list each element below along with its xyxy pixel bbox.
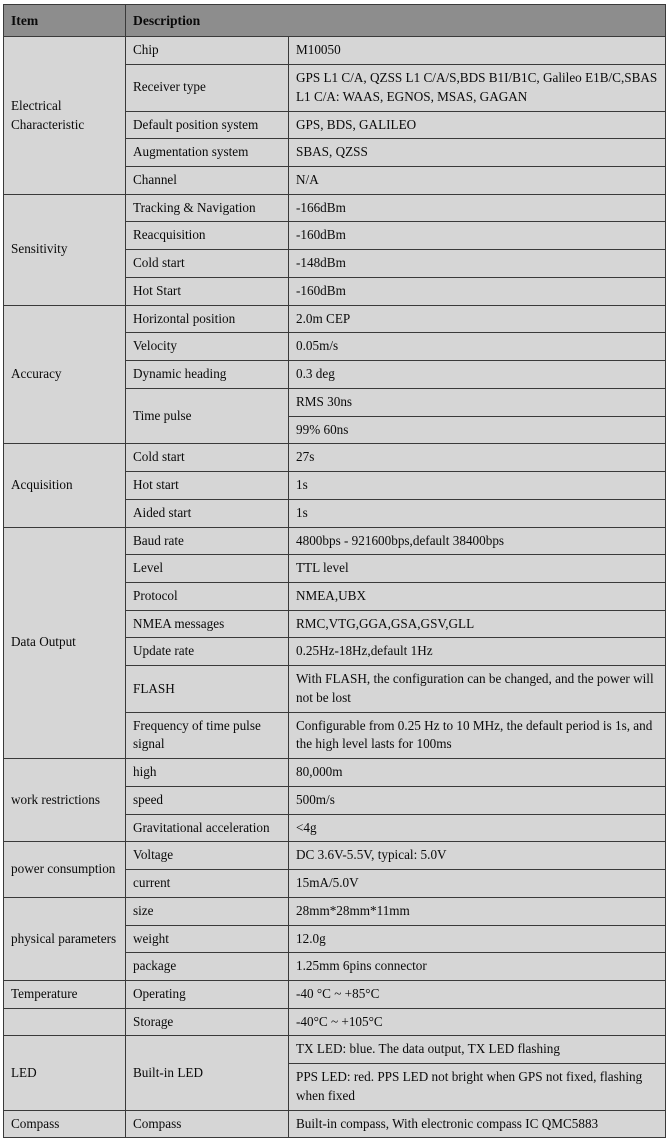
- sub-item-cell: Storage: [126, 1008, 289, 1036]
- description-cell: SBAS, QZSS: [289, 139, 666, 167]
- description-cell: -160dBm: [289, 222, 666, 250]
- sub-item-cell: Compass: [126, 1110, 289, 1138]
- item-cell: Sensitivity: [4, 194, 126, 305]
- sub-item-cell: FLASH: [126, 666, 289, 712]
- description-cell: TTL level: [289, 555, 666, 583]
- sub-item-cell: size: [126, 897, 289, 925]
- sub-item-cell: Velocity: [126, 333, 289, 361]
- description-cell: 1s: [289, 499, 666, 527]
- sub-item-cell: Frequency of time pulse signal: [126, 712, 289, 758]
- description-cell: DC 3.6V-5.5V, typical: 5.0V: [289, 842, 666, 870]
- sub-item-cell: Tracking & Navigation: [126, 194, 289, 222]
- sub-item-cell: Cold start: [126, 250, 289, 278]
- description-cell: With FLASH, the configuration can be changed, and the power will not be lost: [289, 666, 666, 712]
- item-cell: physical parameters: [4, 897, 126, 980]
- column-header-description: Description: [126, 5, 666, 37]
- description-cell: -166dBm: [289, 194, 666, 222]
- sub-item-cell: Baud rate: [126, 527, 289, 555]
- description-cell: 15mA/5.0V: [289, 870, 666, 898]
- description-cell: 0.05m/s: [289, 333, 666, 361]
- sub-item-cell: package: [126, 953, 289, 981]
- description-cell: 1s: [289, 472, 666, 500]
- description-cell: Built-in compass, With electronic compass IC QMC5883: [289, 1110, 666, 1138]
- item-cell: power consumption: [4, 842, 126, 897]
- item-cell: Data Output: [4, 527, 126, 759]
- sub-item-cell: Protocol: [126, 582, 289, 610]
- sub-item-cell: Level: [126, 555, 289, 583]
- table-row: [4, 194, 666, 222]
- description-cell: GPS L1 C/A, QZSS L1 C/A/S,BDS B1I/B1C, Galileo E1B/C,SBAS L1 C/A: WAAS, EGNOS, MSAS, GAGAN: [289, 65, 666, 111]
- sub-item-cell: Hot start: [126, 472, 289, 500]
- sub-item-cell: Update rate: [126, 638, 289, 666]
- sub-item-cell: current: [126, 870, 289, 898]
- item-cell: Accuracy: [4, 305, 126, 444]
- sub-item-cell: Hot Start: [126, 277, 289, 305]
- specification-table: [3, 4, 666, 1138]
- item-cell: LED: [4, 1036, 126, 1110]
- sub-item-cell: Operating: [126, 981, 289, 1009]
- table-header-row: [4, 5, 666, 37]
- description-cell: 12.0g: [289, 925, 666, 953]
- item-cell: Electrical Characteristic: [4, 37, 126, 194]
- sub-item-cell: Cold start: [126, 444, 289, 472]
- table-row: [4, 897, 666, 925]
- description-cell: N/A: [289, 166, 666, 194]
- table-body: [4, 37, 666, 1138]
- description-cell: 500m/s: [289, 786, 666, 814]
- description-cell: 28mm*28mm*11mm: [289, 897, 666, 925]
- sub-item-cell: Dynamic heading: [126, 361, 289, 389]
- table-row: [4, 1036, 666, 1064]
- sub-item-cell: speed: [126, 786, 289, 814]
- description-cell: Configurable from 0.25 Hz to 10 MHz, the default period is 1s, and the high level lasts for 100ms: [289, 712, 666, 758]
- sub-item-cell: high: [126, 759, 289, 787]
- sub-item-cell: Horizontal position: [126, 305, 289, 333]
- description-cell: <4g: [289, 814, 666, 842]
- table-row: [4, 37, 666, 65]
- table-header: [4, 5, 666, 37]
- description-cell: -148dBm: [289, 250, 666, 278]
- sub-item-cell: Time pulse: [126, 388, 289, 443]
- description-cell: TX LED: blue. The data output, TX LED flashing: [289, 1036, 666, 1064]
- sub-item-cell: Channel: [126, 166, 289, 194]
- description-cell: GPS, BDS, GALILEO: [289, 111, 666, 139]
- description-cell: 99% 60ns: [289, 416, 666, 444]
- sub-item-cell: Voltage: [126, 842, 289, 870]
- table-row: [4, 842, 666, 870]
- description-cell: 27s: [289, 444, 666, 472]
- sub-item-cell: Receiver type: [126, 65, 289, 111]
- sub-item-cell: Gravitational acceleration: [126, 814, 289, 842]
- description-cell: PPS LED: red. PPS LED not bright when GPS not fixed, flashing when fixed: [289, 1064, 666, 1110]
- sub-item-cell: weight: [126, 925, 289, 953]
- description-cell: RMC,VTG,GGA,GSA,GSV,GLL: [289, 610, 666, 638]
- item-cell: Compass: [4, 1110, 126, 1138]
- sub-item-cell: Chip: [126, 37, 289, 65]
- item-cell: Temperature: [4, 981, 126, 1009]
- description-cell: M10050: [289, 37, 666, 65]
- sub-item-cell: Augmentation system: [126, 139, 289, 167]
- table-row: [4, 444, 666, 472]
- item-cell: [4, 1008, 126, 1036]
- sub-item-cell: NMEA messages: [126, 610, 289, 638]
- description-cell: 0.25Hz-18Hz,default 1Hz: [289, 638, 666, 666]
- description-cell: 1.25mm 6pins connector: [289, 953, 666, 981]
- description-cell: -40°C ~ +105°C: [289, 1008, 666, 1036]
- table-row: [4, 759, 666, 787]
- table-row: [4, 981, 666, 1009]
- description-cell: 0.3 deg: [289, 361, 666, 389]
- column-header-item: Item: [4, 5, 126, 37]
- item-cell: work restrictions: [4, 759, 126, 842]
- sub-item-cell: Reacquisition: [126, 222, 289, 250]
- sub-item-cell: Default position system: [126, 111, 289, 139]
- description-cell: 4800bps - 921600bps,default 38400bps: [289, 527, 666, 555]
- item-cell: Acquisition: [4, 444, 126, 527]
- table-row: [4, 305, 666, 333]
- table-row: [4, 1008, 666, 1036]
- description-cell: RMS 30ns: [289, 388, 666, 416]
- description-cell: 2.0m CEP: [289, 305, 666, 333]
- description-cell: NMEA,UBX: [289, 582, 666, 610]
- table-row: [4, 527, 666, 555]
- description-cell: 80,000m: [289, 759, 666, 787]
- table-row: [4, 1110, 666, 1138]
- description-cell: -160dBm: [289, 277, 666, 305]
- sub-item-cell: Built-in LED: [126, 1036, 289, 1110]
- description-cell: -40 °C ~ +85°C: [289, 981, 666, 1009]
- sub-item-cell: Aided start: [126, 499, 289, 527]
